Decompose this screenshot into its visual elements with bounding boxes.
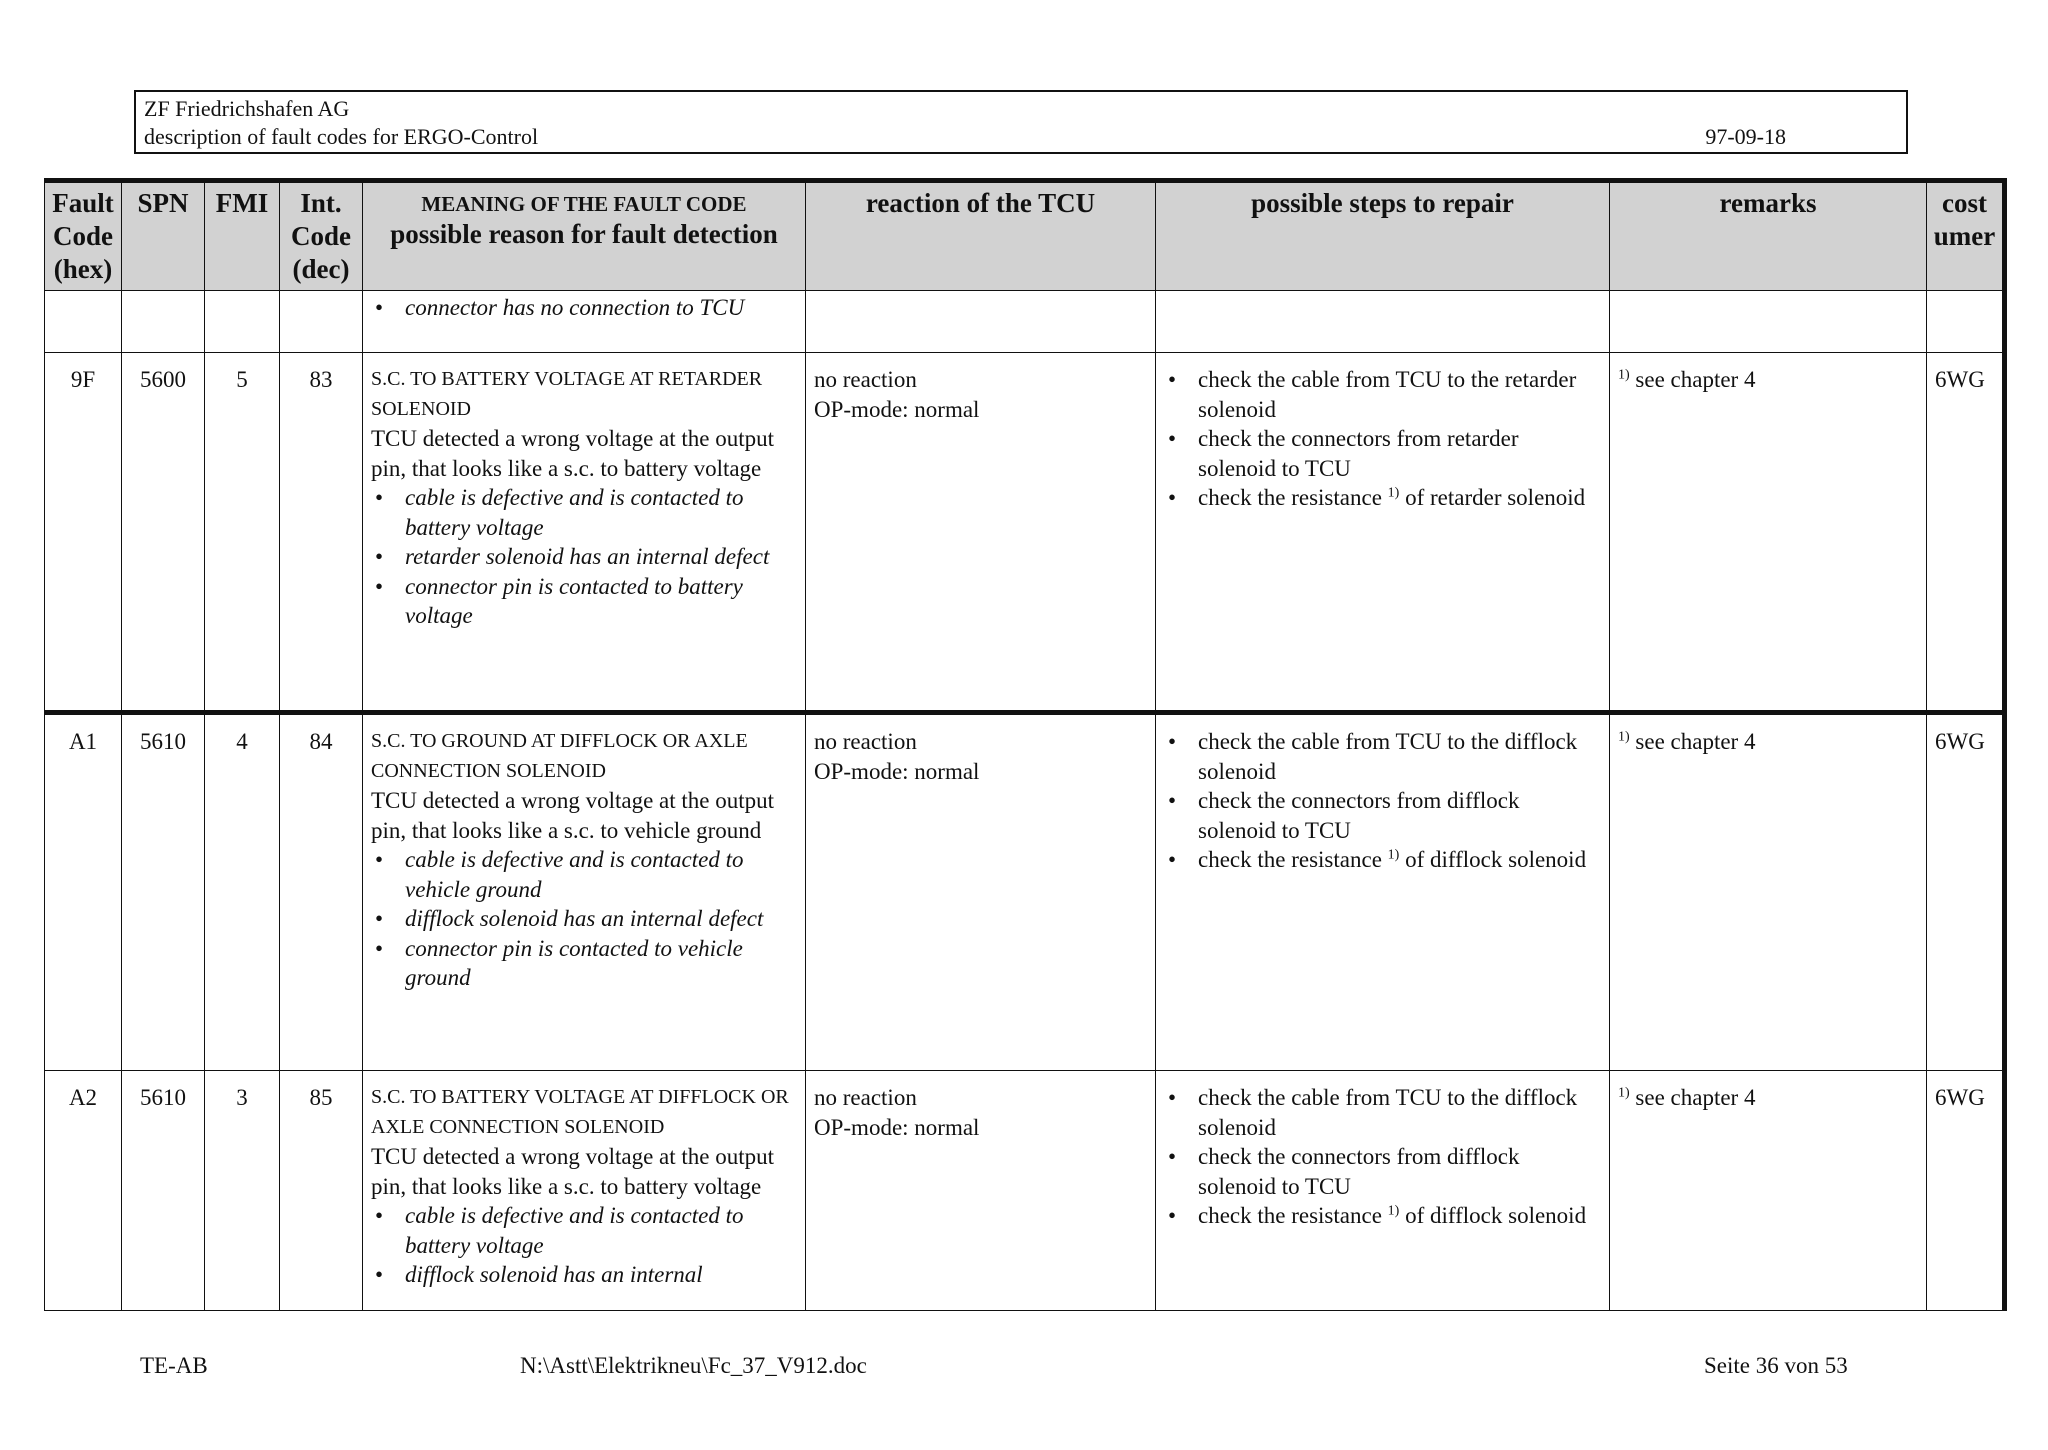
int-code-value: 85 (280, 1071, 363, 1311)
fmi-value: 5 (205, 353, 280, 713)
continuation-row (45, 291, 2005, 353)
repair-step: • check the cable from TCU to the retarder solenoid (1164, 365, 1601, 424)
reason-item: • cable is defective and is contacted to vehicle ground (371, 845, 797, 904)
fault-title: S.C. TO GROUND AT DIFFLOCK OR AXLE CONNECTION SOLENOID (371, 730, 748, 782)
footer-file-path: N:\Astt\Elektrikneu\Fc_37_V912.doc (520, 1353, 867, 1378)
repair-step: • check the cable from TCU to the difflock solenoid (1164, 727, 1601, 786)
repair-step: • check the resistance $^{1)}$ of difflock solenoid (1164, 1201, 1601, 1231)
repair-step: • check the connectors from difflock solenoid to TCU (1164, 1142, 1601, 1201)
fmi-value: 3 (205, 1071, 280, 1311)
repair-step: • check the connectors from difflock solenoid to TCU (1164, 786, 1601, 845)
reaction-cell: no reaction OP-mode: normal (806, 1071, 1156, 1311)
customer-cell: 6WG (1927, 713, 2005, 1071)
col-customer: cost umer (1927, 181, 2005, 291)
repair-cell (1156, 1071, 1610, 1311)
continuation-reason-cell (363, 291, 806, 353)
meaning-cell (363, 713, 806, 1071)
repair-list (1164, 1083, 1601, 1231)
reason-list (371, 845, 797, 993)
reaction-cell: no reaction OP-mode: normal (806, 353, 1156, 713)
col-repair: possible steps to repair (1156, 181, 1610, 291)
fault-title: S.C. TO BATTERY VOLTAGE AT RETARDER SOLENOID (371, 368, 763, 420)
spn-value: 5600 (122, 353, 205, 713)
reason-item: • connector pin is contacted to battery voltage (371, 572, 797, 631)
fault-hex: 9F (45, 353, 122, 713)
col-spn: SPN (122, 181, 205, 291)
col-int-code: Int. Code (dec) (280, 181, 363, 291)
reason-item: • difflock solenoid has an internal defect (371, 904, 797, 934)
fault-description: TCU detected a wrong voltage at the output pin, that looks like a s.c. to battery voltage (371, 426, 775, 481)
company-name: ZF Friedrichshafen AG (144, 96, 350, 121)
meaning-cell (363, 353, 806, 713)
int-code-value: 83 (280, 353, 363, 713)
col-fmi: FMI (205, 181, 280, 291)
meaning-cell (363, 1071, 806, 1311)
col-reaction: reaction of the TCU (806, 181, 1156, 291)
fmi-value: 4 (205, 713, 280, 1071)
repair-cell (1156, 353, 1610, 713)
col-meaning: MEANING OF THE FAULT CODE possible reason for fault detection (363, 181, 806, 291)
spn-value: 5610 (122, 1071, 205, 1311)
reason-list (371, 1201, 797, 1290)
int-code-value: 84 (280, 713, 363, 1071)
reason-list (371, 483, 797, 631)
fault-code-table (44, 178, 2007, 1311)
col-fault-code: Fault Code (hex) (45, 181, 122, 291)
document-header (134, 90, 1908, 154)
repair-step: • check the cable from TCU to the difflock solenoid (1164, 1083, 1601, 1142)
remarks-cell: $^{1)}$ see chapter 4 (1610, 1071, 1927, 1311)
reason-item: • cable is defective and is contacted to battery voltage (371, 1201, 797, 1260)
reason-item: • connector has no connection to TCU (371, 293, 797, 323)
table-header-row (45, 181, 2005, 291)
customer-cell: 6WG (1927, 1071, 2005, 1311)
document-date: 97-09-18 (1705, 124, 1786, 149)
spn-value: 5610 (122, 713, 205, 1071)
remarks-cell: $^{1)}$ see chapter 4 (1610, 353, 1927, 713)
table-row (45, 1071, 2005, 1311)
repair-step: • check the resistance $^{1)}$ of difflock solenoid (1164, 845, 1601, 875)
table-row (45, 353, 2005, 713)
document-description: description of fault codes for ERGO-Control (144, 124, 539, 149)
col-remarks: remarks (1610, 181, 1927, 291)
repair-list (1164, 365, 1601, 513)
fault-hex: A2 (45, 1071, 122, 1311)
repair-list (1164, 727, 1601, 875)
reaction-cell: no reaction OP-mode: normal (806, 713, 1156, 1071)
fault-description: TCU detected a wrong voltage at the output pin, that looks like a s.c. to vehicle ground (371, 788, 775, 843)
fault-hex: A1 (45, 713, 122, 1071)
reason-item: • cable is defective and is contacted to battery voltage (371, 483, 797, 542)
reason-item: • connector pin is contacted to vehicle ground (371, 934, 797, 993)
table-row (45, 713, 2005, 1071)
repair-cell (1156, 713, 1610, 1071)
reason-item: • difflock solenoid has an internal (371, 1260, 797, 1290)
customer-cell: 6WG (1927, 353, 2005, 713)
footer-dept: TE-AB (140, 1353, 208, 1378)
footer-page-number: Seite 36 von 53 (1704, 1353, 1848, 1378)
remarks-cell: $^{1)}$ see chapter 4 (1610, 713, 1927, 1071)
reason-item: • retarder solenoid has an internal defect (371, 542, 797, 572)
fault-description: TCU detected a wrong voltage at the output pin, that looks like a s.c. to battery voltage (371, 1144, 775, 1199)
repair-step: • check the connectors from retarder solenoid to TCU (1164, 424, 1601, 483)
repair-step: • check the resistance $^{1)}$ of retarder solenoid (1164, 483, 1601, 513)
fault-title: S.C. TO BATTERY VOLTAGE AT DIFFLOCK OR AXLE CONNECTION SOLENOID (371, 1086, 789, 1138)
